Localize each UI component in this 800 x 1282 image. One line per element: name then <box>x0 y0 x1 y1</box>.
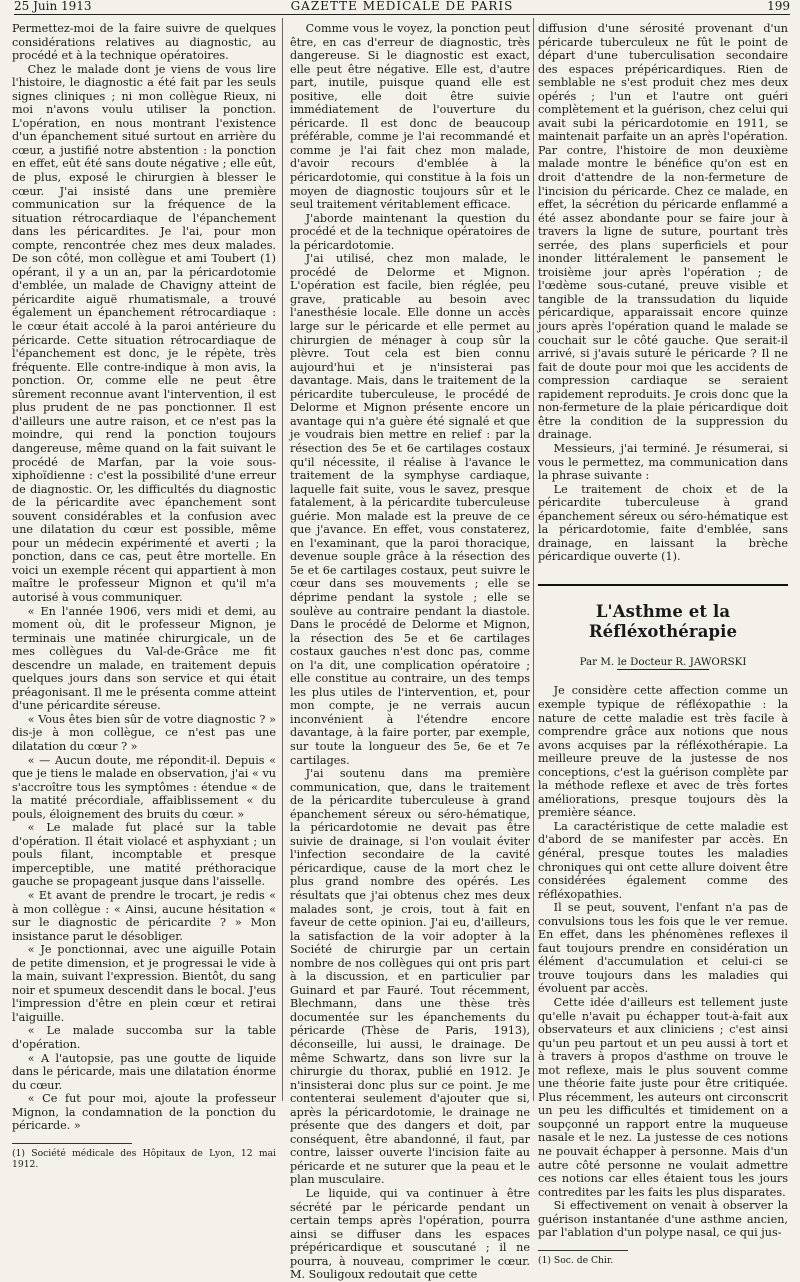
text-column-3 <box>538 22 788 1266</box>
paragraph: « — Aucun doute, me répondit-il. Depuis « que je tiens le malade en observation, j'ai « vu s'accroître tous les symptômes : étendue « de la matité précordiale, affaiblissement « du pouls, éloignement des bruits du cœur. » <box>12 753 276 821</box>
paragraph: Si effectivement on venait à observer la guérison instantanée d'une asthme ancien, par l'ablation d'un polype nasal, ce qui jus- <box>538 1199 788 1240</box>
column-divider-left <box>282 18 283 1101</box>
footnote: (1) Société médicale des Hôpitaux de Lyon, 12 mai 1912. <box>12 1147 276 1170</box>
paragraph: Chez le malade dont je viens de vous lire l'histoire, le diagnostic a été fait par les seuls signes cliniques ; ni mon collègue Rieux, ni moi n'avons voulu utiliser la ponction. L'opération, en nous montrant l'existence d'un épanchement situé surtout en arrière du cœur, a justifié notre abstention : la ponction en effet, eût été sans doute négative ; elle eût, de plus, exposé le chirurgien à blesser le cœur. J'ai insisté dans une première communication sur la fréquence de la situation rétrocardiaque de l'épanchement dans les péricardites. Je l'ai, pour mon compte, rencontrée chez mes deux malades. De son côté, mon collègue et ami Toubert (1) opérant, il y a un an, par la péricardotomie d'emblée, un malade de Chavigny atteint de péricardite aiguë rhumatismale, a trouvé également un épanchement rétrocardiaque : le cœur était accolé à la paroi antérieure du péricarde. Cette situation rétrocardiaque de l'épanchement est donc, je le répète, très fréquente. Elle contre-indique à mon avis, la ponction. Or, comme elle ne peut être sûrement reconnue avant l'intervention, il est plus prudent de ne pas ponctionner. Il est d'ailleurs une autre raison, et ce n'est pas la moindre, qui rend la ponction toujours dangereuse, même quand on la fait suivant le procédé de Marfan, par la voie sous-xiphoïdienne : c'est la possibilité d'une erreur de diagnostic. Or, les difficultés du diagnostic de la péricardite avec épanchement sont souvent considérables et la confusion avec une dilatation du cœur est possible, même pour un médecin expérimenté et averti ; la ponction, dans ce cas, peut être mortelle. En voici un exemple récent qui appartient à mon maître le professeur Mignon et qu'il m'a autorisé à vous communiquer. <box>12 62 276 604</box>
paragraph: « En l'année 1906, vers midi et demi, au moment où, dit le professeur Mignon, je terminais une matinée chirurgicale, un de mes collègues du Val-de-Grâce me fit descendre un malade, en traitement depuis quelques jours dans son service et qui était préagonisant. Il me le présenta comme atteint d'une péricardite séreuse. <box>12 604 276 713</box>
column-divider-right <box>533 18 534 1101</box>
paragraph: Il se peut, souvent, l'enfant n'a pas de convulsions tous les fois que le ver remue. En effet, dans les phénomènes reflexes il faut toujours prendre en considération un élément d'accumulation et celui-ci se trouve toujours dans les maladies qui évoluent par accès. <box>538 901 788 996</box>
footnote-rule <box>538 1250 628 1251</box>
running-header <box>14 0 790 15</box>
paragraph: Cette idée d'ailleurs est tellement juste qu'elle n'avait pu échapper tout-à-fait aux observateurs et aux cliniciens ; c'est ainsi qu'un peu partout et un peu aussi à tort et à travers à propos d'asthme on trouve le mot reflexe, mais le plus souvent comme une théorie faite juste pour être critiquée. Plus récemment, les auteurs ont circonscrit un peu les difficultés et timidement on a soupçonné un rapport entre la muqueuse nasale et le nez. La justesse de ces notions ne pouvait échapper à personne. Mais d'un autre côté personne ne voulait admettre ces notions car elles étaient tous les jours contredites par les faits les plus disparates. <box>538 996 788 1199</box>
header-journal-title: GAZETTE MÉDICALE DE PARIS <box>290 0 514 13</box>
paragraph: « Et avant de prendre le trocart, je redis « à mon collègue : « Ainsi, aucune hésitation « sur le diagnostic de péricardite ? » Mon insistance parut le désobliger. <box>12 889 276 943</box>
paragraph: J'aborde maintenant la question du procédé et de la technique opératoires de la péricardotomie. <box>290 211 530 252</box>
paragraph: Comme vous le voyez, la ponction peut être, en cas d'erreur de diagnostic, très dangereuse. Si le diagnostic est exact, elle peut être négative. Elle est, d'autre part, inutile, puisque quand elle est positive, elle doit être suivie immédiatement de l'ouverture du péricarde. Il est donc de beaucoup préférable, comme je l'ai recommandé et comme je l'ai fait chez mon malade, d'avoir recours d'emblée à la péricardotomie, qui constitue à la fois un moyen de diagnostic toujours sûr et le seul traitement véritablement efficace. <box>290 22 530 212</box>
paragraph: Je considère cette affection comme un exemple typique de réfléxopathie : la nature de cette maladie est très facile à comprendre grâce aux notions que nous avons acquises par la réfléxothérapie. La meilleure preuve de la justesse de nos conceptions, c'est la guérison complète par la méthode reflexe et avec de très fortes améliorations, presque toujours dès la première séance. <box>538 684 788 820</box>
paragraph: diffusion d'une sérosité provenant d'un péricarde tuberculeux ne fût le point de départ d'une tuberculisation secondaire des espaces prépéricardiques. Rien de semblable ne s'est produit chez mes deux opérés ; l'un et l'autre ont guéri complètement et la guérison, chez celui qui avait subi la péricardotomie en 1911, se maintenait parfaite un an après l'opération. Par contre, l'histoire de mon deuxième malade montre le bénéfice qu'on est en droit d'attendre de la non-fermeture de l'incision du péricarde. Chez ce malade, en effet, la sécrétion du péricarde enflammé a été assez abondante pour se faire jour à travers la ligne de suture, pourtant très serrée, des plans superficiels et pour inonder littéralement le pansement le troisième jour après l'opération ; de l'œdème sous-cutané, preuve visible et tangible de la transsudation du liquide péricardique, apparaissait encore quinze jours après l'opération quand le malade se couchait sur le côté gauche. Que serait-il arrivé, si j'avais suturé le péricarde ? Il ne fait de doute pour moi que les accidents de compression cardiaque se seraient rapidement reproduits. Je crois donc que la non-fermeture de la plaie péricardique doit être la condition de la suppression du drainage. <box>538 22 788 442</box>
header-date: 25 Juin 1913 <box>14 0 92 13</box>
article-byline: Par M. le Docteur R. JAWORSKI <box>579 655 747 668</box>
article-separator-rule <box>538 584 788 586</box>
paragraph: J'ai utilisé, chez mon malade, le procédé de Delorme et Mignon. L'opération est facile, bien réglée, peu grave, praticable au besoin avec l'anesthésie locale. Elle donne un accès large sur le péricarde et elle permet au chirurgien de ménager à coup sûr la plèvre. Tout cela est bien connu aujourd'hui et je n'insisterai pas davantage. Mais, dans le traitement de la péricardite tuberculeuse, le procédé de Delorme et Mignon présente encore un avantage qui n'a guère été signalé et que je voudrais bien mettre en relief : par la résection des 5e et 6e cartilages costaux qu'il nécessite, il réalise à l'avance le traitement de la symphyse cardiaque, laquelle fait suite, vous le savez, presque fatalement, à la péricardite tuberculeuse guérie. Mon malade est la preuve de ce que j'avance. En effet, vous constaterez, en l'examinant, que la paroi thoracique, devenue souple grâce à la résection des 5e et 6e cartilages costaux, peut suivre le cœur dans ses mouvements ; elle se déprime pendant la systole ; elle se soulève au contraire pendant la diastole. Dans le procédé de Delorme et Mignon, la résection des 5e et 6e cartilages costaux gauches n'est donc pas, comme on l'a dit, une complication opératoire ; elle constitue au contraire, un des temps les plus utiles de l'intervention, et, pour mon compte, je ne verrais aucun inconvénient à l'étendre encore davantage, à la faire porter, par exemple, sur toute la longueur des 5e, 6e et 7e cartilages. <box>290 252 530 767</box>
paragraph: « A l'autopsie, pas une goutte de liquide dans le péricarde, mais une dilatation énorme du cœur. <box>12 1051 276 1092</box>
paragraph: « Je ponctionnai, avec une aiguille Potain de petite dimension, et je progressai le vide à la main, suivant l'expression. Bientôt, du sang noir et spumeux descendit dans le bocal. J'eus l'impression d'être en plein cœur et retirai l'aiguille. <box>12 943 276 1024</box>
paragraph: Le traitement de choix et de la péricardite tuberculeuse à grand épanchement séreux ou séro-hématique est la péricardotomie, faite d'emblée, sans drainage, en laissant la brèche péricardique ouverte (1). <box>538 482 788 564</box>
byline-rule <box>617 669 709 670</box>
paragraph: La caractéristique de cette maladie est d'abord de se manifester par accès. En général, presque toutes les maladies chroniques qui ont cette allure doivent être considérées également comme des réfléxopathies. <box>538 819 788 901</box>
paragraph: Permettez-moi de la faire suivre de quelques considérations relatives au diagnostic, au procédé et à la technique opératoires. <box>12 22 276 63</box>
footnote: (1) Soc. de Chir. <box>538 1254 614 1266</box>
header-page-number: 199 <box>767 0 790 13</box>
paragraph: « Le malade fut placé sur la table d'opération. Il était violacé et asphyxiant ; un pouls filant, incomptable et presque imperceptible, une matité préthoracique gauche se propageant jusque dans l'aisselle. <box>12 821 276 889</box>
paragraph: « Le malade succomba sur la table d'opération. <box>12 1024 276 1052</box>
text-column-1 <box>12 22 276 1170</box>
text-column-2 <box>290 22 530 1282</box>
article-title: L'Asthme et la Réfléxothérapie <box>588 601 738 641</box>
paragraph: « Ce fut pour moi, ajoute la professeur Mignon, la condamnation de la ponction du péricarde. » <box>12 1092 276 1133</box>
paragraph: « Vous êtes bien sûr de votre diagnostic ? » dis-je à mon collègue, ce n'est pas une dilatation du cœur ? » <box>12 712 276 753</box>
footnote-rule <box>12 1143 132 1144</box>
paragraph: Le liquide, qui va continuer à être sécrété par le péricarde pendant un certain temps après l'opération, pourra ainsi se diffuser dans les espaces prépéricardique et souscutané ; il ne pourra, à nouveau, comprimer le cœur. M. Souligoux redoutait que cette <box>290 1187 530 1282</box>
paragraph: Messieurs, j'ai terminé. Je résumerai, si vous le permettez, ma communication dans la phrase suivante : <box>538 441 788 483</box>
paragraph: J'ai soutenu dans ma première communication, que, dans le traitement de la péricardite tuberculeuse à grand épanchement séreux ou séro-hématique, la péricardotomie ne devait pas être suivie de drainage, si l'on voulait éviter l'infection secondaire de la cavité péricardique, cause de la mort chez le plus grand nombre des opérés. Les résultats que j'ai obtenus chez mes deux malades sont, je crois, tout à fait en faveur de cette opinion. J'ai eu, d'ailleurs, la satisfaction de la voir adopter à la Société de chirurgie par un certain nombre de nos collègues qui ont pris part à la discussion, et en particulier par Guinard et par Fauré. Tout récemment, Blechmann, dans une thèse très documentée sur les épanchements du péricarde (Thèse de Paris, 1913), déconseille, lui aussi, le drainage. De même Schwartz, dans son livre sur la chirurgie du thorax, publié en 1912. Je n'insisterai donc plus sur ce point. Je me contenterai seulement d'ajouter que si, après la péricardotomie, le drainage ne présente que des dangers et doit, par conséquent, être abandonné, il faut, par contre, laisser ouverte l'incision faite au péricarde et ne suturer que la peau et le plan musculaire. <box>290 767 530 1187</box>
